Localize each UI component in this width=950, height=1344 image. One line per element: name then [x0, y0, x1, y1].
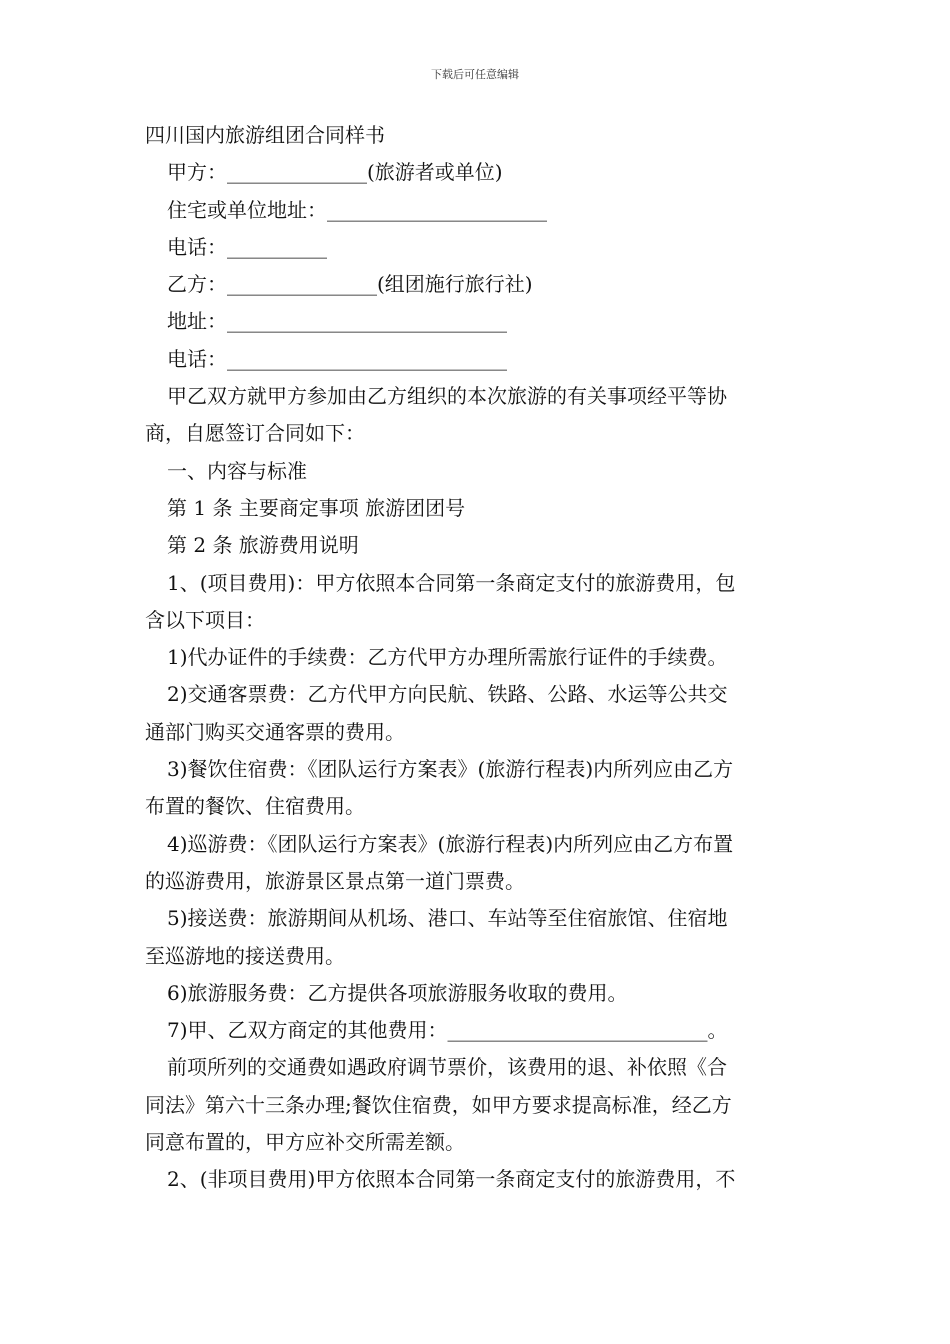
text-line: 同意布置的，甲方应补交所需差额。 [145, 1130, 465, 1155]
text-line: 住宅或单位地址：______________________ [167, 197, 547, 222]
text-line: 5)接送费：旅游期间从机场、港口、车站等至住宿旅馆、住宿地 [167, 906, 728, 931]
text-line: 电话：____________________________ [167, 346, 507, 371]
text-line: 2)交通客票费：乙方代甲方向民航、铁路、公路、水运等公共交 [167, 682, 728, 707]
text-line: 一、内容与标准 [167, 458, 307, 483]
text-line: 2、(非项目费用)甲方依照本合同第一条商定支付的旅游费用，不 [167, 1167, 736, 1192]
text-line: 甲乙双方就甲方参加由乙方组织的本次旅游的有关事项经平等协 [167, 384, 727, 409]
page-header: 下载后可任意编辑 [431, 68, 519, 81]
text-line: 1)代办证件的手续费：乙方代甲方办理所需旅行证件的手续费。 [167, 645, 728, 670]
text-line: 3)餐饮住宿费：《团队运行方案表》(旅游行程表)内所列应由乙方 [167, 757, 734, 782]
text-line: 至巡游地的接送费用。 [145, 943, 345, 968]
text-line: 前项所列的交通费如遇政府调节票价，该费用的退、补依照《合 [167, 1055, 727, 1080]
text-line: 第 1 条 主要商定事项 旅游团团号 [167, 495, 466, 520]
document-title: 四川国内旅游组团合同样书 [145, 123, 385, 147]
text-line: 甲方：______________(旅游者或单位) [167, 160, 503, 185]
text-line: 7)甲、乙双方商定的其他费用：__________________________。 [167, 1018, 728, 1043]
text-line: 通部门购买交通客票的费用。 [145, 719, 405, 744]
text-line: 地址：____________________________ [167, 309, 507, 334]
text-line: 1、(项目费用)：甲方依照本合同第一条商定支付的旅游费用，包 [167, 570, 736, 595]
text-line: 同法》第六十三条办理;餐饮住宿费，如甲方要求提高标准，经乙方 [145, 1092, 732, 1117]
text-line: 含以下项目： [145, 607, 265, 632]
text-line: 电话：__________ [167, 234, 327, 259]
text-line: 4)巡游费：《团队运行方案表》(旅游行程表)内所列应由乙方布置 [167, 831, 734, 856]
text-line: 6)旅游服务费：乙方提供各项旅游服务收取的费用。 [167, 980, 628, 1005]
paragraph-lines [145, 154, 810, 1198]
text-line: 布置的餐饮、住宿费用。 [145, 794, 365, 819]
text-line: 商，自愿签订合同如下： [145, 421, 365, 446]
text-line: 乙方：_______________(组团施行旅行社) [167, 272, 533, 297]
text-line: 第 2 条 旅游费用说明 [167, 533, 359, 558]
text-line: 的巡游费用，旅游景区景点第一道门票费。 [145, 868, 525, 893]
document-body [145, 117, 810, 1199]
